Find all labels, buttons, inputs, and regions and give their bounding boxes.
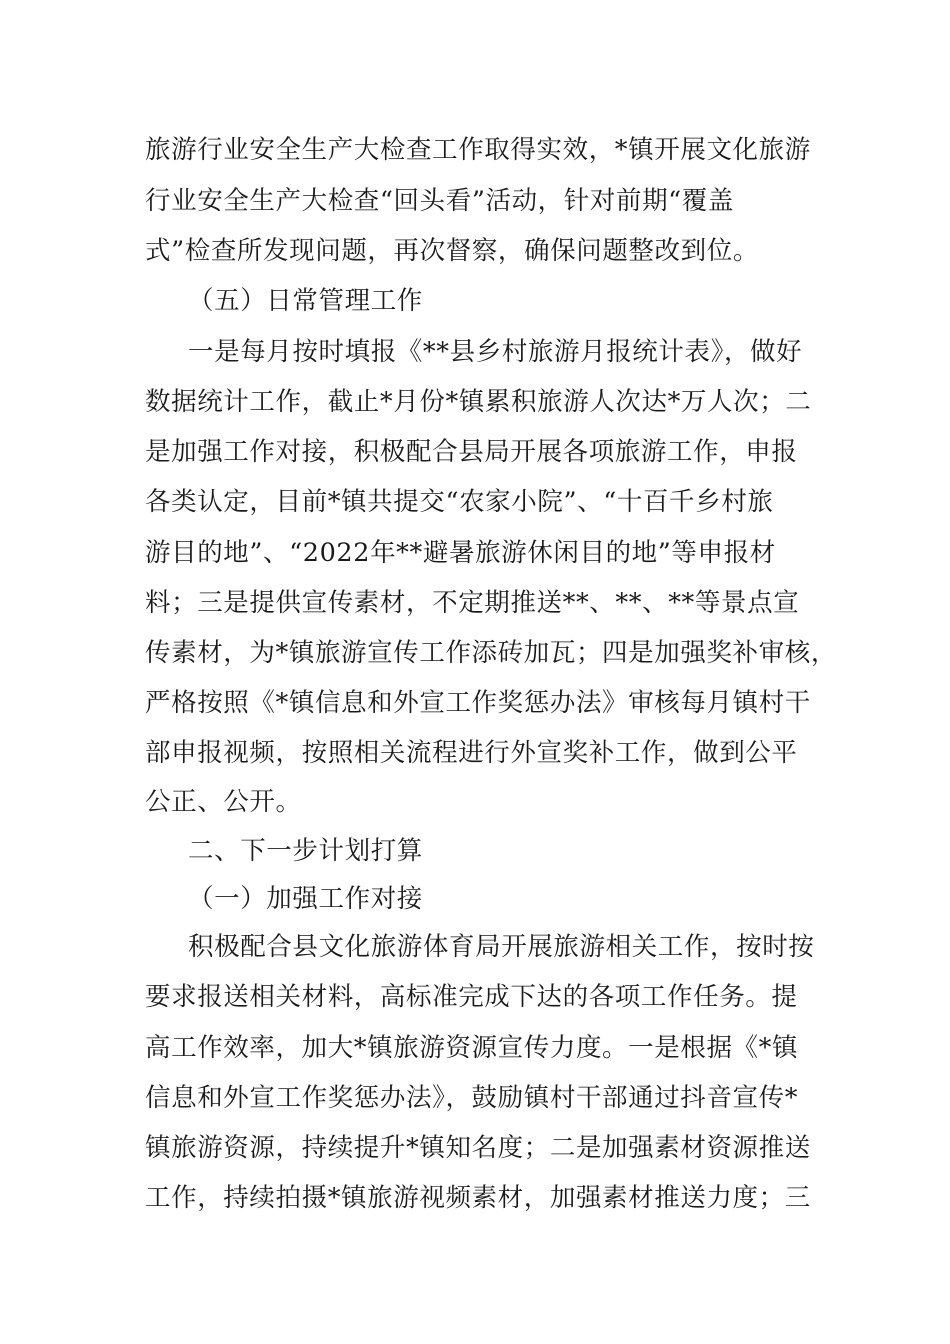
text-line: 部申报视频，按照相关流程进行外宣奖补工作，做到公平: [145, 738, 798, 768]
text-line: 式”检查所发现问题，再次督察，确保问题整改到位。: [145, 236, 759, 266]
text-line: 传素材，为*镇旅游宣传工作添砖加瓦；四是加强奖补审核，: [145, 638, 837, 668]
text-line: 游目的地”、“2022年**避暑旅游休闲目的地”等申报材: [145, 538, 776, 568]
text-line: 要求报送相关材料，高标准完成下达的各项工作任务。提: [145, 982, 798, 1012]
text-line: 行业安全生产大检查“回头看”活动，针对前期“覆盖: [145, 186, 735, 216]
text-line: 高工作效率，加大*镇旅游资源宣传力度。一是根据《*镇: [145, 1033, 799, 1063]
section-heading: （五）日常管理工作: [188, 286, 423, 316]
section-heading: 二、下一步计划打算: [188, 836, 423, 866]
text-line: 是加强工作对接，积极配合县局开展各项旅游工作，申报: [145, 437, 798, 467]
section-heading: （一）加强工作对接: [188, 884, 423, 914]
text-line: 公正、公开。: [145, 787, 302, 817]
text-line: 各类认定，目前*镇共提交“农家小院”、“十百千乡村旅: [145, 487, 774, 517]
text-line: 严格按照《*镇信息和外宣工作奖惩办法》审核每月镇村干: [145, 688, 811, 718]
text-line: 料；三是提供宣传素材，不定期推送**、**、**等景点宣: [145, 588, 800, 618]
text-line: 旅游行业安全生产大检查工作取得实效，*镇开展文化旅游: [145, 135, 811, 165]
text-line: 镇旅游资源，持续提升*镇知名度；二是加强素材资源推送: [145, 1133, 811, 1163]
text-line: 一是每月按时填报《**县乡村旅游月报统计表》，做好: [188, 337, 803, 367]
text-line: 积极配合县文化旅游体育局开展旅游相关工作，按时按: [188, 932, 815, 962]
text-line: 工作，持续拍摄*镇旅游视频素材，加强素材推送力度；三: [145, 1183, 811, 1213]
text-line: 信息和外宣工作奖惩办法》，鼓励镇村干部通过抖音宣传*: [145, 1083, 799, 1113]
text-line: 数据统计工作，截止*月份*镇累积旅游人次达*万人次；二: [145, 387, 812, 417]
